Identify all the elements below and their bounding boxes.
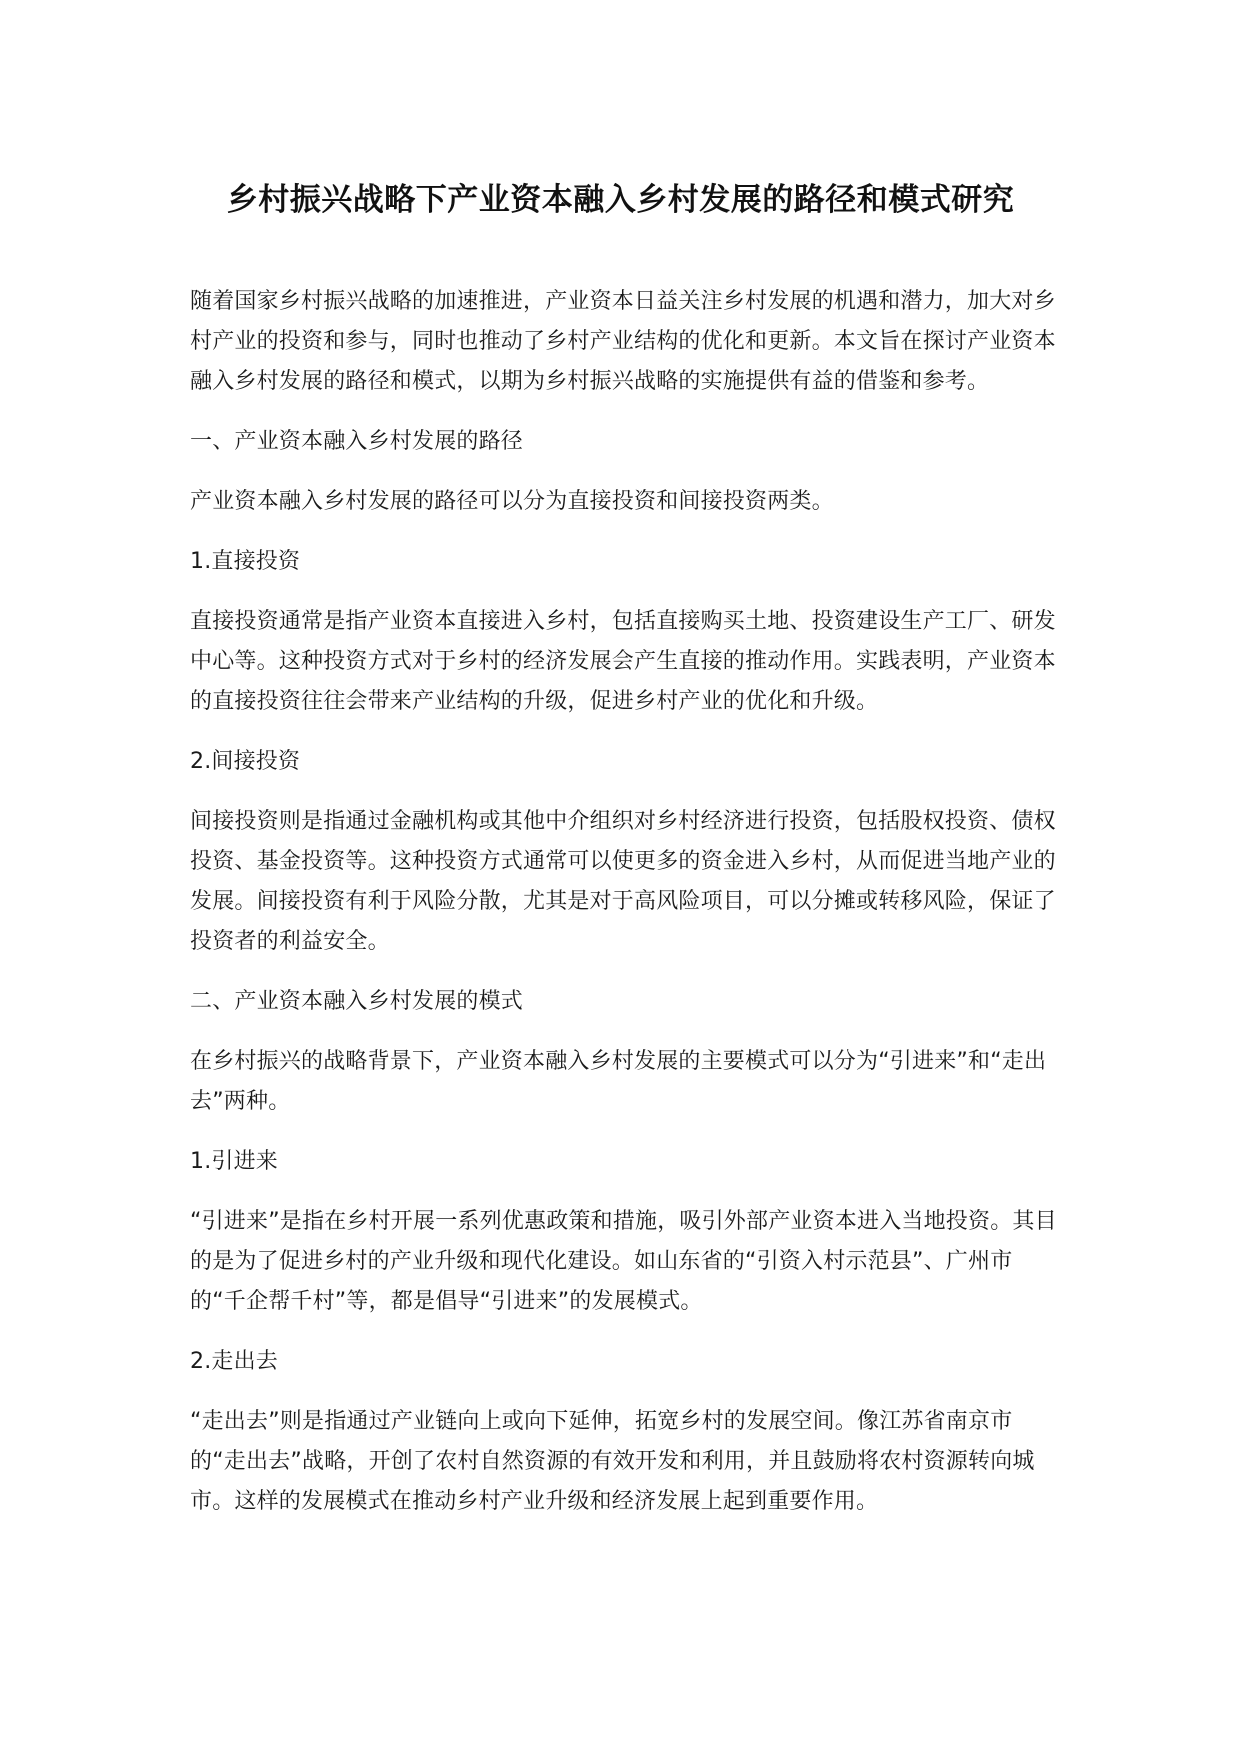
section1-sub1-heading: 1.直接投资 [190,549,301,574]
section2-sub1-text: “引进来”是指在乡村开展一系列优惠政策和措施，吸引外部产业资本进入当地投资。其目的是为了促进乡村的产业升级和现代化建设。如山东省的“引资入村示范县”、广州市的“千企帮千村”等，都是倡导“引进来”的发展模式。 [190,1209,1057,1314]
section2-summary: 在乡村振兴的战略背景下，产业资本融入乡村发展的主要模式可以分为“引进来”和“走出去”两种。 [190,1049,1047,1114]
intro-paragraph: 随着国家乡村振兴战略的加速推进，产业资本日益关注乡村发展的机遇和潜力，加大对乡村产业的投资和参与，同时也推动了乡村产业结构的优化和更新。本文旨在探讨产业资本融入乡村发展的路径和模式，以期为乡村振兴战略的实施提供有益的借鉴和参考。 [190,289,1056,394]
document-title: 乡村振兴战略下产业资本融入乡村发展的路径和模式研究 [226,182,1015,218]
section2-sub2-heading: 2.走出去 [190,1349,278,1374]
section1-sub1-text: 直接投资通常是指产业资本直接进入乡村，包括直接购买土地、投资建设生产工厂、研发中心等。这种投资方式对于乡村的经济发展会产生直接的推动作用。实践表明，产业资本的直接投资往往会带来产业结构的升级，促进乡村产业的优化和升级。 [190,609,1056,714]
section2-sub1-heading: 1.引进来 [190,1149,278,1174]
section1-sub2-heading: 2.间接投资 [190,749,301,774]
section1-heading: 一、产业资本融入乡村发展的路径 [190,429,524,454]
section1-summary: 产业资本融入乡村发展的路径可以分为直接投资和间接投资两类。 [190,489,834,514]
section2-heading: 二、产业资本融入乡村发展的模式 [190,989,524,1014]
document-body [190,282,1060,1542]
section2-sub2-text: “走出去”则是指通过产业链向上或向下延伸，拓宽乡村的发展空间。像江苏省南京市的“走出去”战略，开创了农村自然资源的有效开发和利用，并且鼓励将农村资源转向城市。这样的发展模式在推动乡村产业升级和经济发展上起到重要作用。 [190,1409,1035,1514]
section1-sub2-text: 间接投资则是指通过金融机构或其他中介组织对乡村经济进行投资，包括股权投资、债权投资、基金投资等。这种投资方式通常可以使更多的资金进入乡村，从而促进当地产业的发展。间接投资有利于风险分散，尤其是对于高风险项目，可以分摊或转移风险，保证了投资者的利益安全。 [190,809,1056,954]
